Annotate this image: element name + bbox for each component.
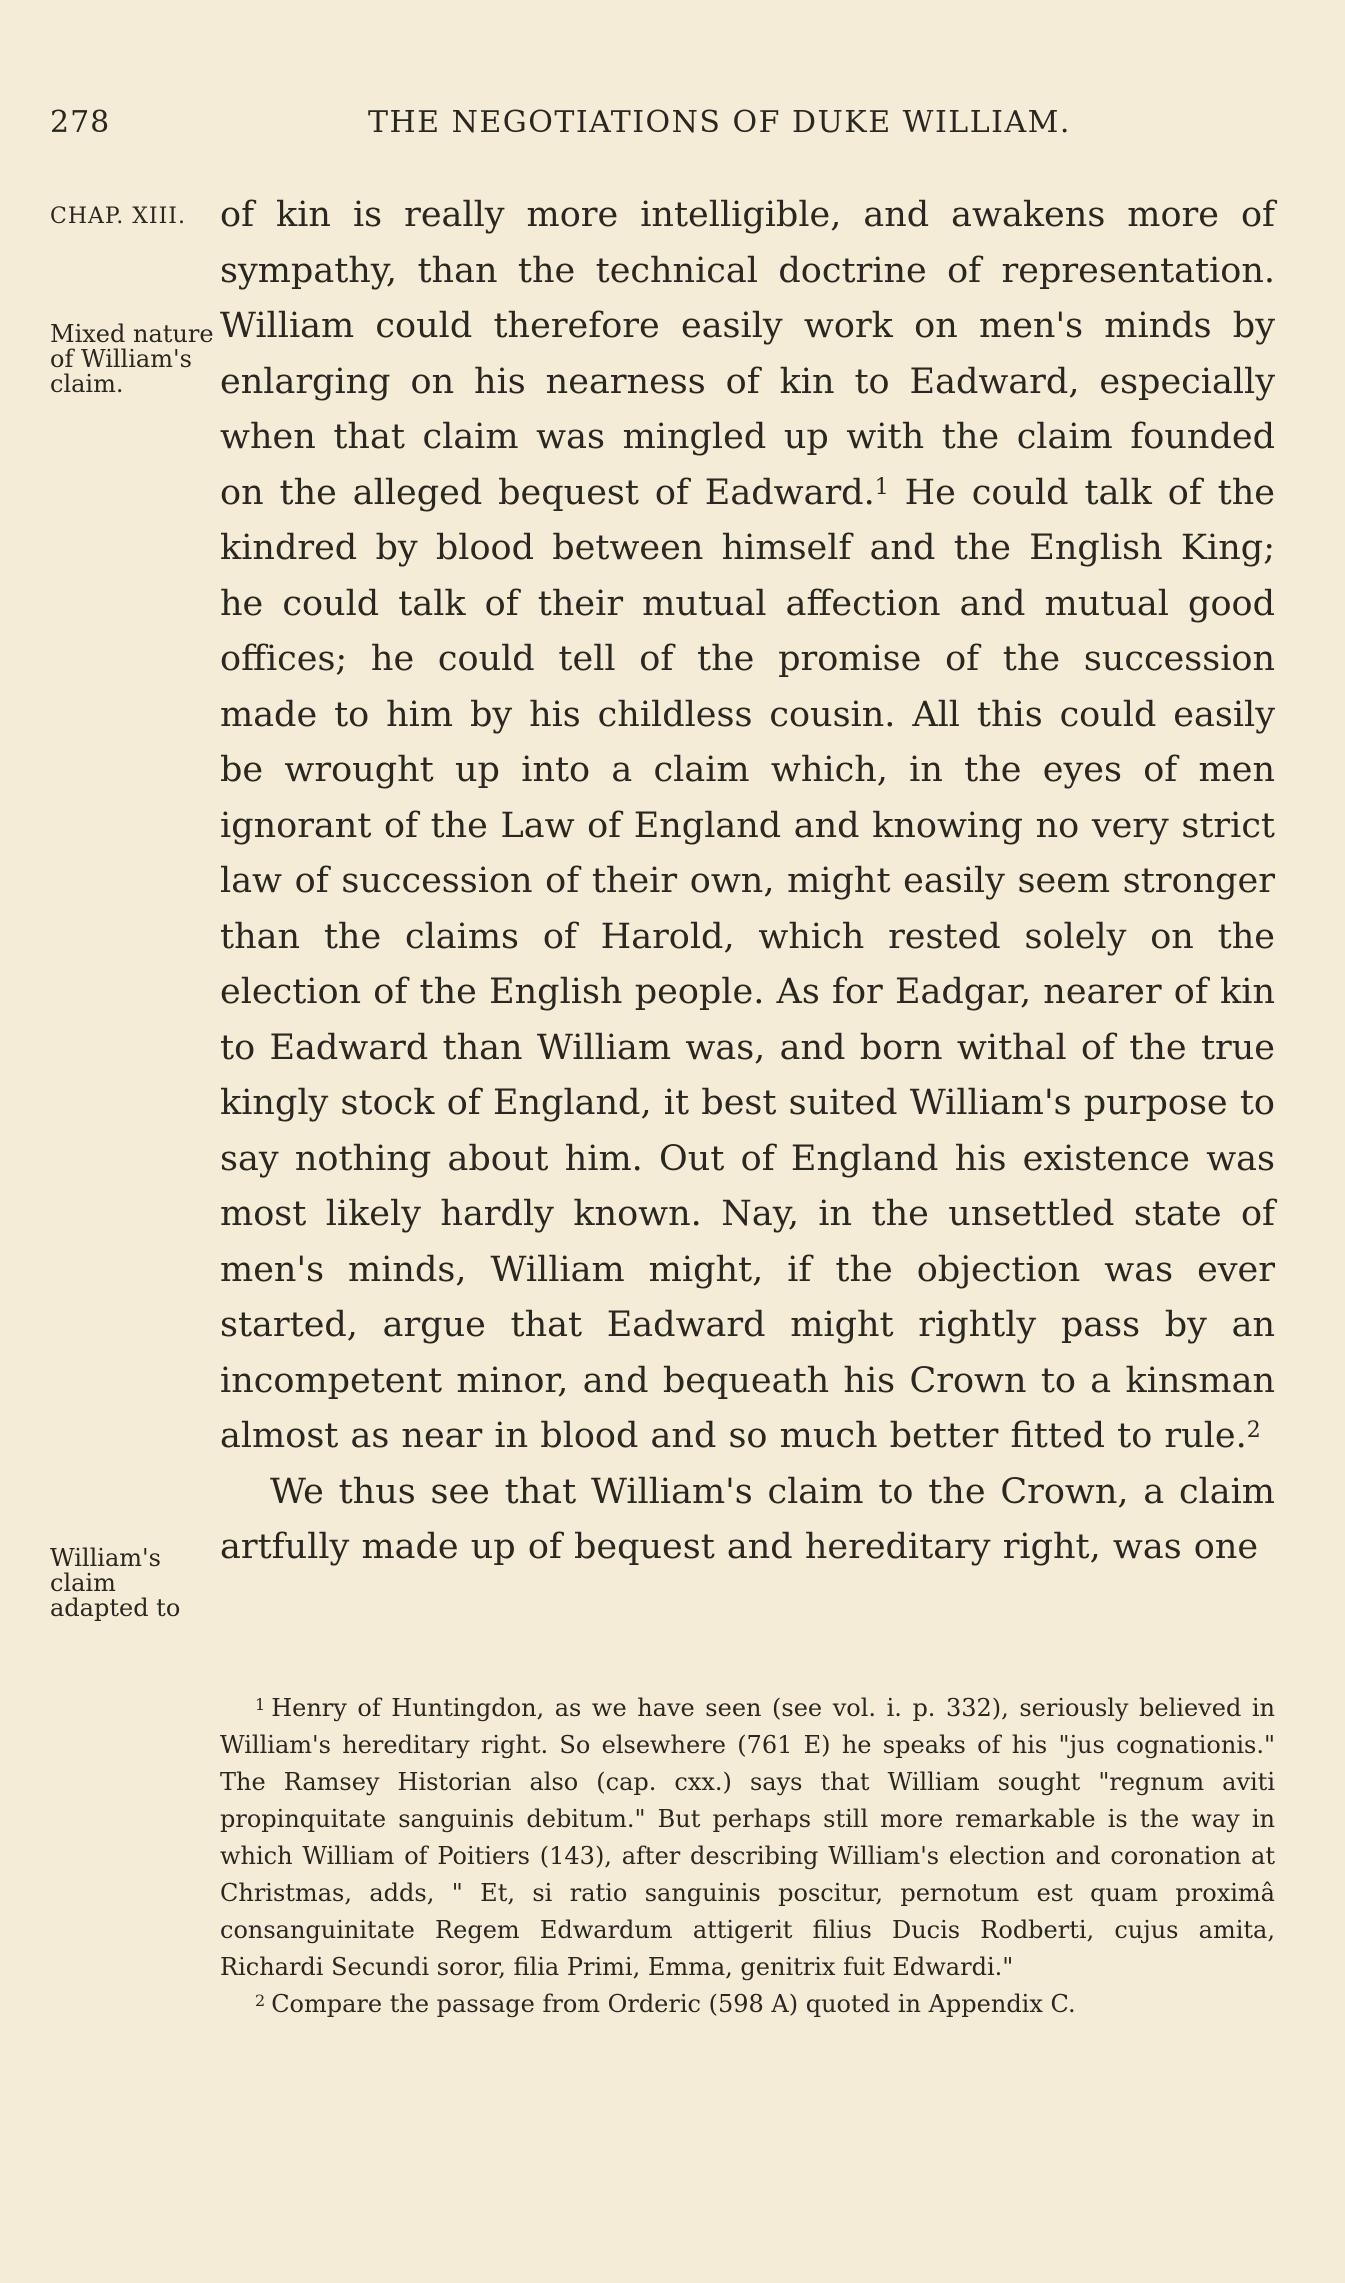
- margin-note-mixed-nature: Mixed nature of William's claim.: [50, 320, 214, 398]
- footnote-1-text: Henry of Huntingdon, as we have seen (see vol. i. p. 332), seriously believed in William's hereditary right. So elsewhere (761 E) he speaks of his "jus cognationis." The Ramsey Historian also (cap. cxx.) says that William sought "regnum aviti propinquitate sanguinis debitum." But perhaps still more remarkable is the way in which William of Poitiers (143), after describing William's election and coronation at Christmas, adds, " Et, si ratio sanguinis poscitur, pernotum est quam proximâ consanguinitate Regem Edwardum attigerit filius Ducis Rodberti, cujus amita, Richardi Secundi soror, filia Primi, Emma, genitrix fuit Edwardi.": [220, 1694, 1275, 1981]
- paragraph-1-part-a: of kin is really more intelligible, and awakens more of sympathy, than the technical doctrine of representation. William could therefore easily work on men's minds by enlarging on his nearness of kin to Eadward, especially when that claim was mingled up with the claim founded on the alleged bequest of Eadward.: [220, 195, 1275, 513]
- footnote-1-number: 1: [255, 1695, 266, 1714]
- paragraph-2: We thus see that William's claim to the Crown, a claim artfully made up of bequest and hereditary right, was one: [220, 1471, 1275, 1567]
- margin-note-claim-adapted: William's claim adapted to: [50, 1544, 181, 1622]
- footnote-1: [220, 1690, 1275, 1986]
- paragraph-1-part-b: He could talk of the kindred by blood between himself and the English King; he could talk of their mutual affection and mutual good offices; he could tell of the promise of the succession made to him by his childless cousin. All this could easily be wrought up into a claim which, in the eyes of men ignorant of the Law of England and knowing no very strict law of succession of their own, might easily seem stronger than the claims of Harold, which rested solely on the election of the English people. As for Eadgar, nearer of kin to Eadward than William was, and born withal of the true kingly stock of England, it best suited William's purpose to say nothing about him. Out of England his existence was most likely hardly known. Nay, in the unsettled state of men's minds, William might, if the objection was ever started, argue that Eadward might rightly pass by an incompetent minor, and bequeath his Crown to a kinsman almost as near in blood and so much better fitted to rule.: [220, 472, 1275, 1456]
- footnote-ref-2: 2: [1246, 1418, 1261, 1443]
- footnote-2-text: Compare the passage from Orderic (598 A) quoted in Appendix C.: [271, 1990, 1076, 2018]
- paragraph-1: [220, 188, 1275, 1465]
- main-text: [220, 188, 1275, 1576]
- running-title: THE NEGOTIATIONS OF DUKE WILLIAM.: [368, 105, 1071, 140]
- footnote-ref-1: 1: [874, 474, 889, 500]
- footnotes: [220, 1690, 1275, 2023]
- footnote-2: [220, 1986, 1275, 2023]
- page-header: [50, 105, 1275, 145]
- margin-chapter-label: CHAP. XIII.: [50, 204, 186, 229]
- footnote-2-number: 2: [255, 1991, 266, 2010]
- page-number: 278: [50, 105, 111, 140]
